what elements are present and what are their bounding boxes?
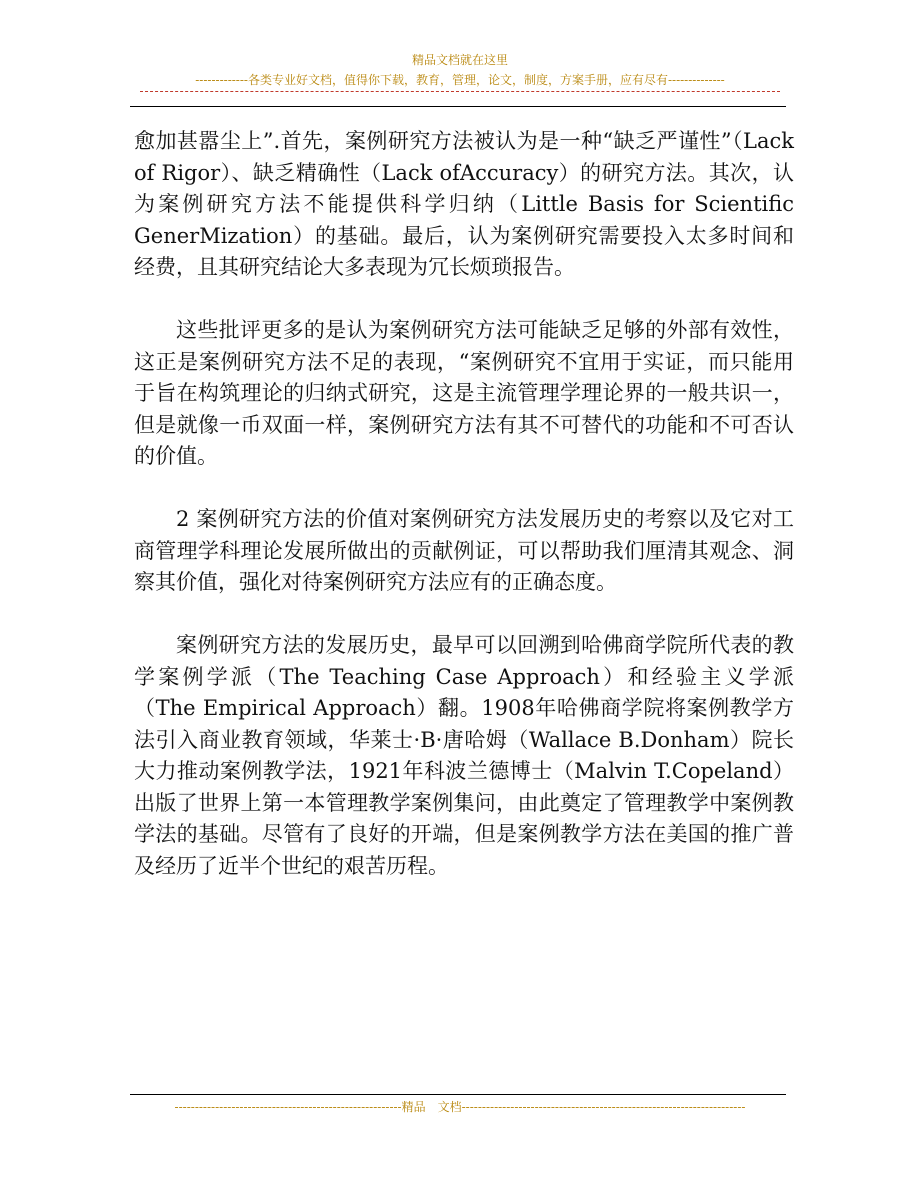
paragraph-4: 案例研究方法的发展历史，最早可以回溯到哈佛商学院所代表的教学案例学派（The Teaching Case Approach）和经验主义学派（The Empirical Approach）翻。1908年哈佛商学院将案例教学方法引入商业教育领域，华莱士·B·唐哈姆（Wallace B.Donham）院长大力推动案例教学法，1921年科波兰德博士（Malvin T.Copeland）出版了世界上第一本管理教学案例集问，由此奠定了管理教学中案例教学法的基础。尽管有了良好的开端，但是案例教学方法在美国的推广普及经历了近半个世纪的艰苦历程。: [134, 633, 794, 878]
header-title: 精品文档就在这里: [411, 53, 508, 67]
header-subtitle: -------------各类专业好文档，值得你下载，教育，管理，论文，制度，方案手册，应有尽有--------------: [195, 73, 725, 87]
header-divider: [130, 106, 786, 107]
paragraph-1: 愈加甚嚣尘上”.首先，案例研究方法被认为是一种“缺乏严谨性”（Lack of Rigor）、缺乏精确性（Lack ofAccuracy）的研究方法。其次，认为案例研究方法不能提供科学归纳（Little Basis for Scientific GenerMization）的基础。最后，认为案例研究需要投入太多时间和经费，且其研究结论大多表现为冗长烦琐报告。: [134, 129, 794, 279]
footer-label: 精品 文档: [401, 1100, 462, 1114]
page-footer: [0, 1100, 920, 1114]
paragraph-3: 2 案例研究方法的价值对案例研究方法发展历史的考察以及它对工商管理学科理论发展所做出的贡献例证，可以帮助我们厘清其观念、洞察其价值，强化对待案例研究方法应有的正确态度。: [134, 507, 794, 594]
paragraph-2: 这些批评更多的是认为案例研究方法可能缺乏足够的外部有效性，这正是案例研究方法不足的表现，“案例研究不宜用于实证，而只能用于旨在构筑理论的归纳式研究，这是主流管理学理论界的一般共识一，但是就像一币双面一样，案例研究方法有其不可替代的功能和不可否认的价值。: [134, 318, 794, 468]
footer-left-dashes: --------------------------------------------------------: [174, 1100, 402, 1114]
footer-divider: [130, 1094, 786, 1095]
document-body: [134, 126, 794, 882]
footer-right-dashes: ----------------------------------------------------------------------: [461, 1100, 746, 1114]
header-dashed-divider: [140, 91, 780, 92]
